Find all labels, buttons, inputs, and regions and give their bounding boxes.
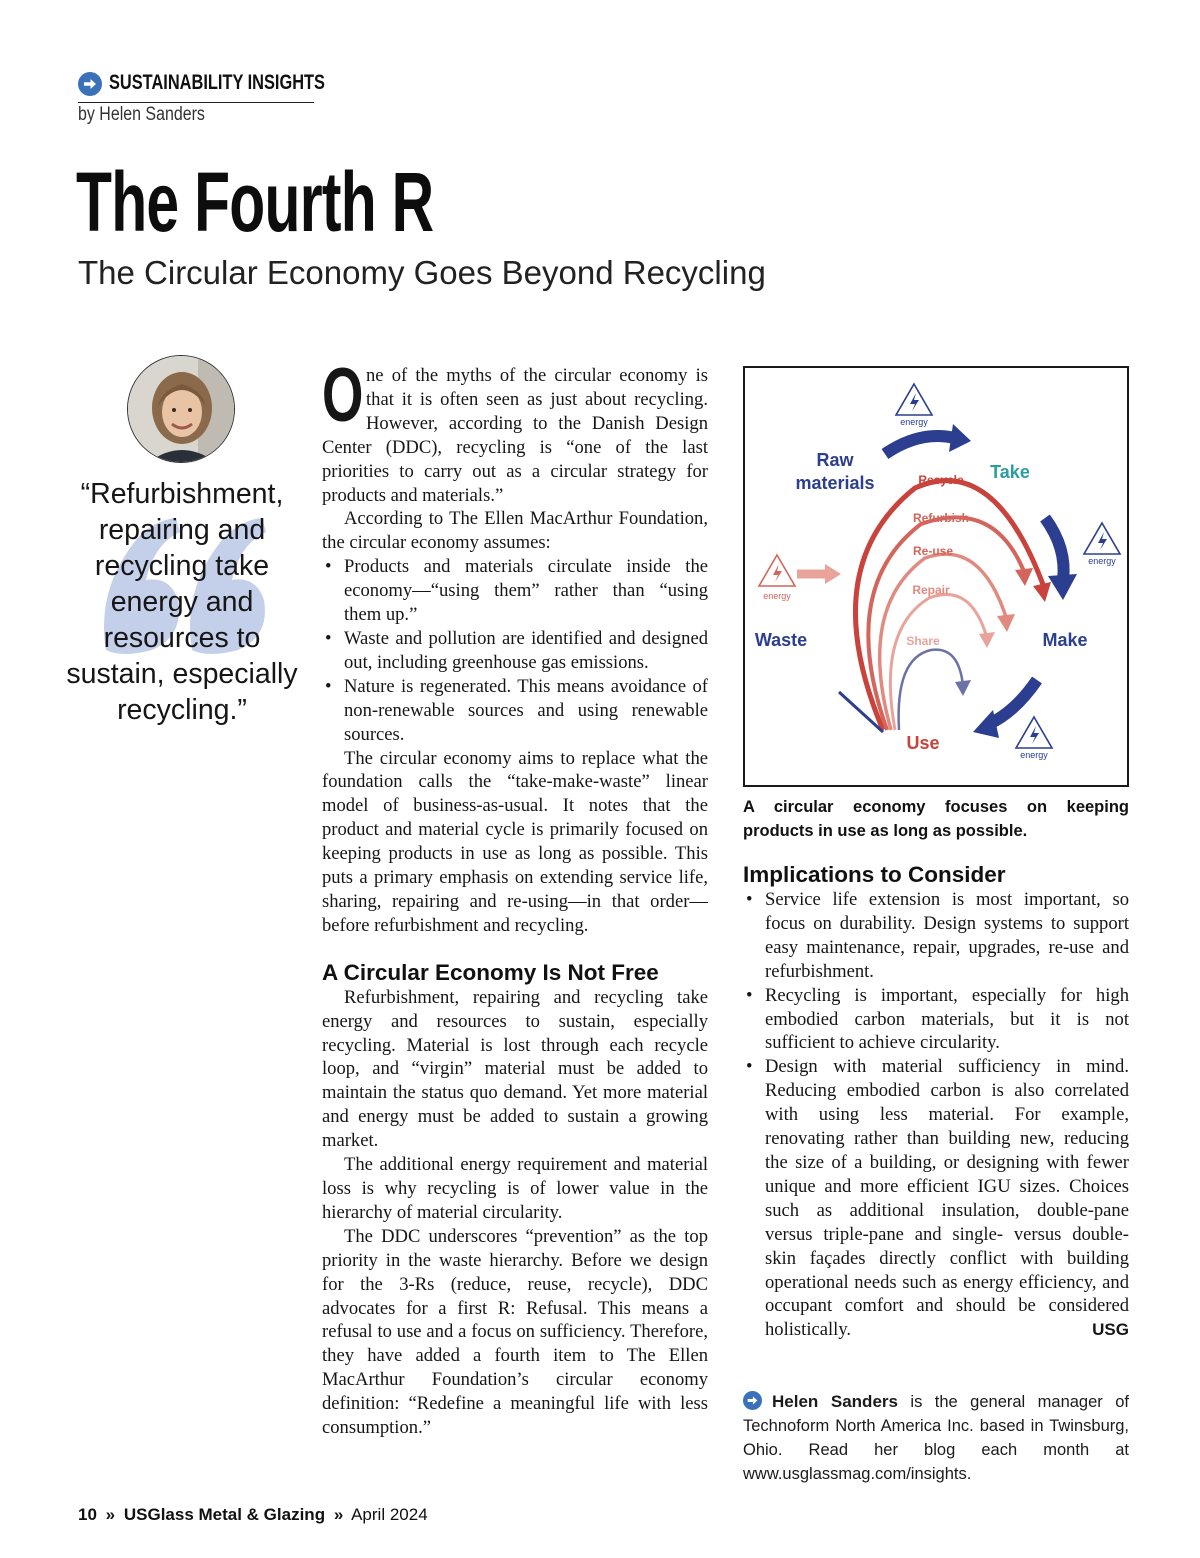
svg-text:energy: energy bbox=[900, 417, 928, 427]
svg-text:energy: energy bbox=[1088, 556, 1116, 566]
footer-separator: » bbox=[333, 1505, 344, 1524]
ddc-paragraph: The DDC underscores “prevention” as the top priority in the waste hierarchy. Before we design for the 3-Rs (reduce, reuse, recycle), DDC advocates for a first R: Refusal. This means a refusal to use and a focus on sufficiency. Therefore, they have added a fourth item to The Ellen MacArthur Foundation’s circular economy definition: “Redefine a meaningful life with less consumption.” bbox=[322, 1225, 708, 1439]
aims-paragraph: The circular economy aims to replace what the foundation calls the “take-make-waste” linear model of business-as-usual. It notes that the product and material cycle is primarily focused on keeping products in use as long as possible. This puts a primary emphasis on extending service life, sharing, repairing and re-using—in that order—before refurbishment and recycling. bbox=[322, 747, 708, 936]
section-heading: Implications to Consider bbox=[743, 862, 1006, 887]
svg-text:energy: energy bbox=[763, 591, 791, 601]
byline: by Helen Sanders bbox=[78, 104, 205, 125]
intro-paragraph: One of the myths of the circular economy is that it is often seen as just about recycling. However, according to the Danish Design Center (DDC), recycling is “one of the last priorities to carry out as a circular strategy for products and materials.” bbox=[322, 353, 708, 506]
svg-text:Take: Take bbox=[990, 462, 1030, 482]
circular-economy-diagram bbox=[743, 366, 1129, 787]
refurb-paragraph: Refurbishment, repairing and recycling take energy and resources to sustain, especially recycling. Material is lost through each recycle loop, and “virgin” material must be added to maintain the status quo demand. Yet more material and energy must be added to sustain a growing market. bbox=[322, 986, 708, 1152]
page-footer bbox=[78, 1505, 428, 1525]
list-item: • Products and materials circulate inside the economy—“using them” rather than “using them up.” bbox=[322, 555, 708, 627]
article-column-right bbox=[743, 862, 1129, 1342]
article-subtitle: The Circular Economy Goes Beyond Recycling bbox=[78, 254, 766, 291]
svg-text:Waste: Waste bbox=[754, 630, 808, 650]
energy-paragraph: The additional energy requirement and material loss is why recycling is of lower value in the hierarchy of material circularity. bbox=[322, 1154, 708, 1223]
svg-text:energy: energy bbox=[1020, 750, 1048, 760]
list-item: • Recycling is important, especially for high embodied carbon materials, but it is not sufficient to achieve circularity. bbox=[743, 984, 1129, 1056]
pullquote: “Refurbishment, repairing and recycling take energy and resources to sustain, especially recycling.” bbox=[66, 478, 298, 726]
svg-text:Repair: Repair bbox=[912, 583, 950, 597]
ellen-intro-paragraph: According to The Ellen MacArthur Foundation, the circular economy assumes: bbox=[322, 508, 708, 554]
implications-list bbox=[743, 888, 1129, 1342]
drop-cap: O bbox=[322, 353, 364, 438]
svg-text:Use: Use bbox=[906, 733, 940, 753]
end-mark: USG bbox=[1092, 1320, 1129, 1340]
svg-text:Refurbish: Refurbish bbox=[912, 511, 970, 525]
svg-text:Re-use: Re-use bbox=[912, 544, 954, 558]
section-tag bbox=[78, 70, 325, 103]
article-column-middle bbox=[322, 353, 708, 1440]
svg-text:Make: Make bbox=[1042, 630, 1088, 650]
page-number: 10 bbox=[78, 1505, 97, 1524]
svg-text:Recycle: Recycle bbox=[918, 473, 964, 487]
list-item: • Design with material sufficiency in mind. Reducing embodied carbon is also correlated with using less material. For example, renovating rather than building new, reducing the size of a building, or designing with fewer unique and more efficient IGU sizes. Choices such as additional insulation, double-pane versus triple-pane and single- versus double-skin façades directly conflict with building operational needs such as energy efficiency, and occupant comfort and should be considered holistically. USG bbox=[743, 1055, 1129, 1342]
svg-text:materials: materials bbox=[795, 473, 875, 493]
list-item: • Service life extension is most important, so focus on durability. Design systems to support easy maintenance, repair, upgrades, re-use and refurbishment. bbox=[743, 888, 1129, 984]
arrow-right-icon bbox=[78, 72, 102, 96]
magazine-name: USGlass Metal & Glazing bbox=[123, 1505, 326, 1524]
list-item: • Waste and pollution are identified and designed out, including greenhouse gas emissions. bbox=[322, 627, 708, 675]
bio-text: is the general manager of Technoform North America Inc. based in Twinsburg, Ohio. Read her blog each month at www.usglassmag.com/insights. bbox=[743, 1393, 1129, 1483]
svg-text:Share: Share bbox=[906, 634, 940, 648]
assumptions-list bbox=[322, 555, 708, 746]
section-tag-label: SUSTAINABILITY INSIGHTS bbox=[109, 71, 325, 94]
author-bio bbox=[743, 1390, 1129, 1486]
diagram-caption: A circular economy focuses on keeping products in use as long as possible. bbox=[743, 798, 1129, 840]
arrow-right-icon bbox=[743, 1391, 762, 1410]
author-name: Helen Sanders bbox=[772, 1392, 898, 1411]
footer-separator: » bbox=[105, 1505, 116, 1524]
svg-text:Raw: Raw bbox=[816, 450, 854, 470]
list-item: • Nature is regenerated. This means avoidance of non-renewable sources and using renewable sources. bbox=[322, 675, 708, 747]
issue-date: April 2024 bbox=[351, 1505, 428, 1524]
author-photo bbox=[127, 355, 235, 463]
article-title: The Fourth R bbox=[76, 155, 434, 249]
section-heading: A Circular Economy Is Not Free bbox=[322, 959, 659, 985]
